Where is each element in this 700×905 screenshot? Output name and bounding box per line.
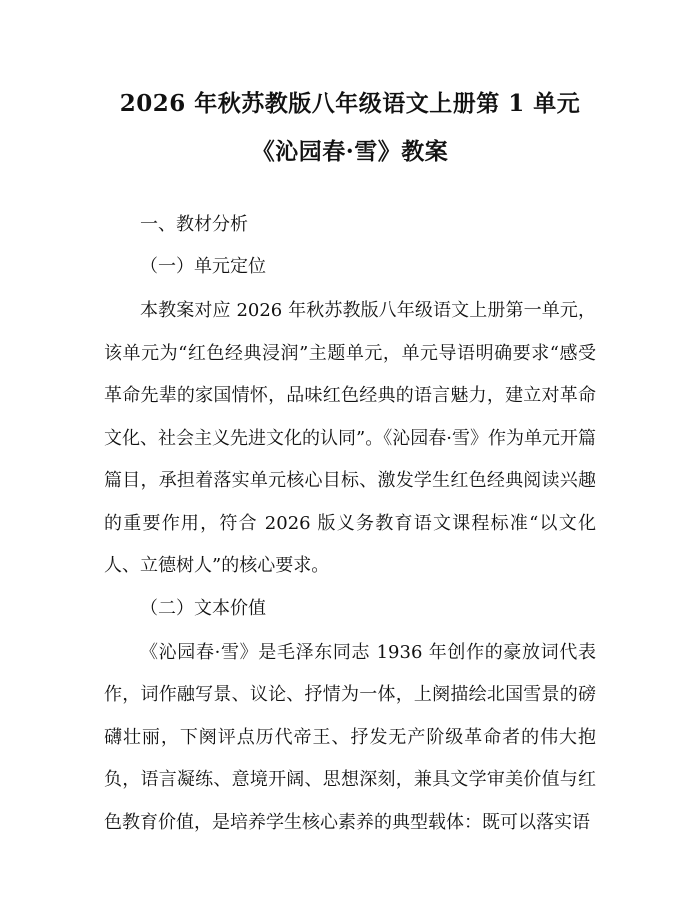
paragraph-text-value: 《沁园春·雪》是毛泽东同志 1936 年创作的豪放词代表作，词作融写景、议论、抒情为一体，上阕描绘北国雪景的磅礴壮丽，下阕评点历代帝王、抒发无产阶级革命者的伟大抱负，语言凝练、意境开阔、思想深刻，兼具文学审美价值与红色教育价值，是培养学生核心素养的典型载体：既可以落实语 <box>104 641 596 833</box>
subsection-heading-text-value: （二）文本价值 <box>140 597 266 619</box>
subsection-heading-unit-positioning: （一）单元定位 <box>140 256 266 277</box>
section-heading-teaching-material-analysis: 一、教材分析 <box>140 214 248 235</box>
document-title-line-2: 《沁园春·雪》教案 <box>251 138 449 165</box>
paragraph-unit-positioning: 本教案对应 2026 年秋苏教版八年级语文上册第一单元，该单元为“红色经典浸润”主题单元，单元导语明确要求“感受革命先辈的家国情怀，品味红色经典的语言魅力，建立对革命文化、社会主义先进文化的认同”。《沁园春·雪》作为单元开篇篇目，承担着落实单元核心目标、激发学生红色经典阅读兴趣的重要作用，符合 2026 版义务教育语文课程标准“以文化人、立德树人”的核心要求。 <box>104 300 596 576</box>
document-title-line-1: 2026 年秋苏教版八年级语文上册第 1 单元 <box>119 90 581 117</box>
